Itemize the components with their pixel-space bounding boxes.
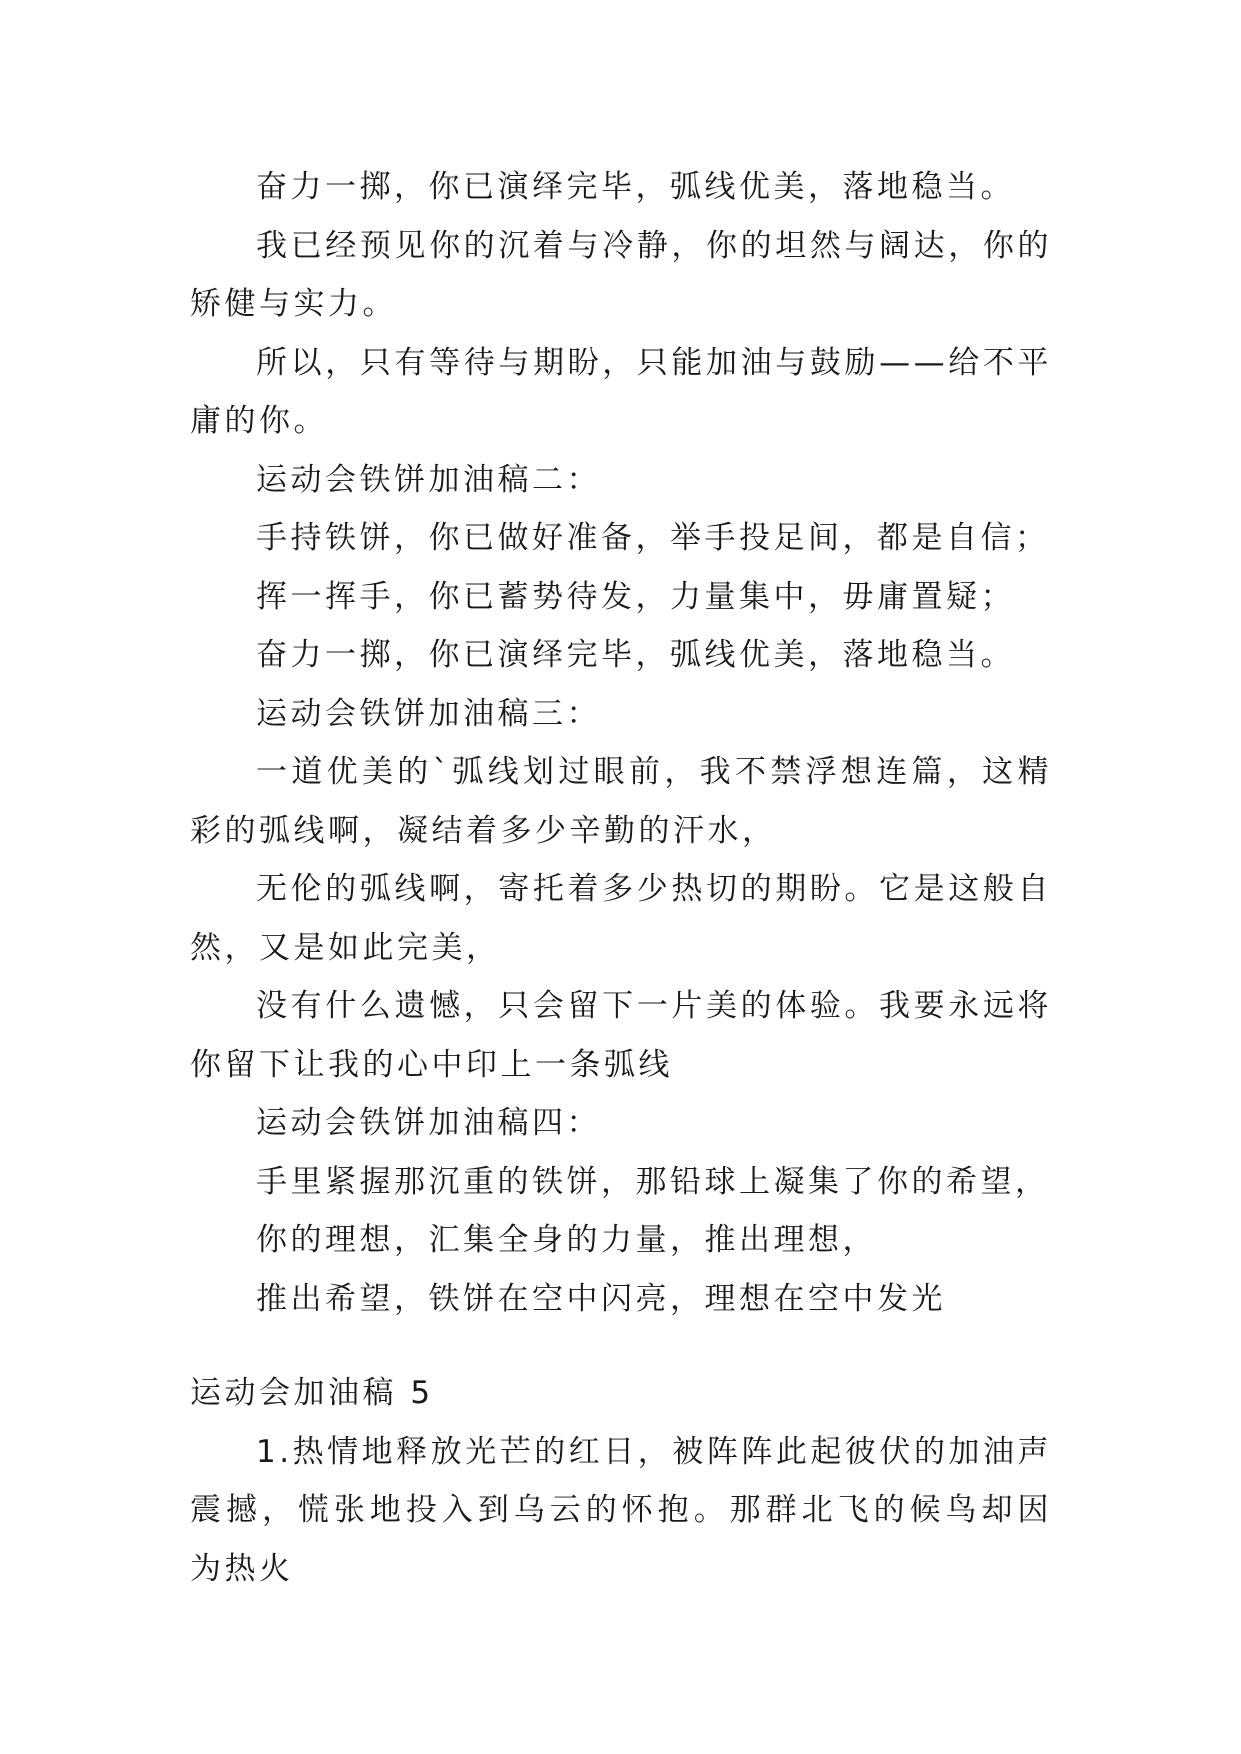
paragraph: 所以，只有等待与期盼，只能加油与鼓励——给不平庸的你。 [190, 344, 1052, 439]
paragraph: 手持铁饼，你已做好准备，举手投足间，都是自信； [256, 520, 1050, 556]
paragraph: 我已经预见你的沉着与冷静，你的坦然与阔达，你的矫健与实力。 [190, 227, 1052, 322]
paragraph: 奋力一掷，你已演绎完毕，弧线优美，落地稳当。 [256, 169, 1015, 205]
document-body [190, 158, 1052, 1598]
subheading: 运动会铁饼加油稿三： [256, 695, 601, 732]
paragraph: 无伦的弧线啊，寄托着多少热切的期盼。它是这般自然，又是如此完美， [190, 871, 1052, 966]
subheading: 运动会铁饼加油稿二： [256, 461, 601, 498]
paragraph: 没有什么遗憾，只会留下一片美的体验。我要永远将你留下让我的心中印上一条弧线 [190, 988, 1052, 1083]
section-heading: 运动会加油稿 5 [190, 1375, 434, 1411]
subheading: 运动会铁饼加油稿四： [256, 1105, 601, 1141]
paragraph: 挥一挥手，你已蓄势待发，力量集中，毋庸置疑； [256, 578, 1015, 615]
paragraph: 手里紧握那沉重的铁饼，那铅球上凝集了你的希望， [256, 1163, 1050, 1200]
paragraph: 推出希望，铁饼在空中闪亮，理想在空中发光 [256, 1280, 946, 1317]
paragraph: 一道优美的`弧线划过眼前，我不禁浮想连篇，这精彩的弧线啊，凝结着多少辛勤的汗水， [190, 754, 1052, 849]
paragraph: 你的理想，汇集全身的力量，推出理想， [256, 1222, 877, 1258]
paragraph: 奋力一掷，你已演绎完毕，弧线优美，落地稳当。 [256, 637, 1015, 673]
paragraph: 1.热情地释放光芒的红日，被阵阵此起彼伏的加油声震撼，慌张地投入到乌云的怀抱。那群北飞的候鸟却因为热火 [190, 1433, 1052, 1587]
